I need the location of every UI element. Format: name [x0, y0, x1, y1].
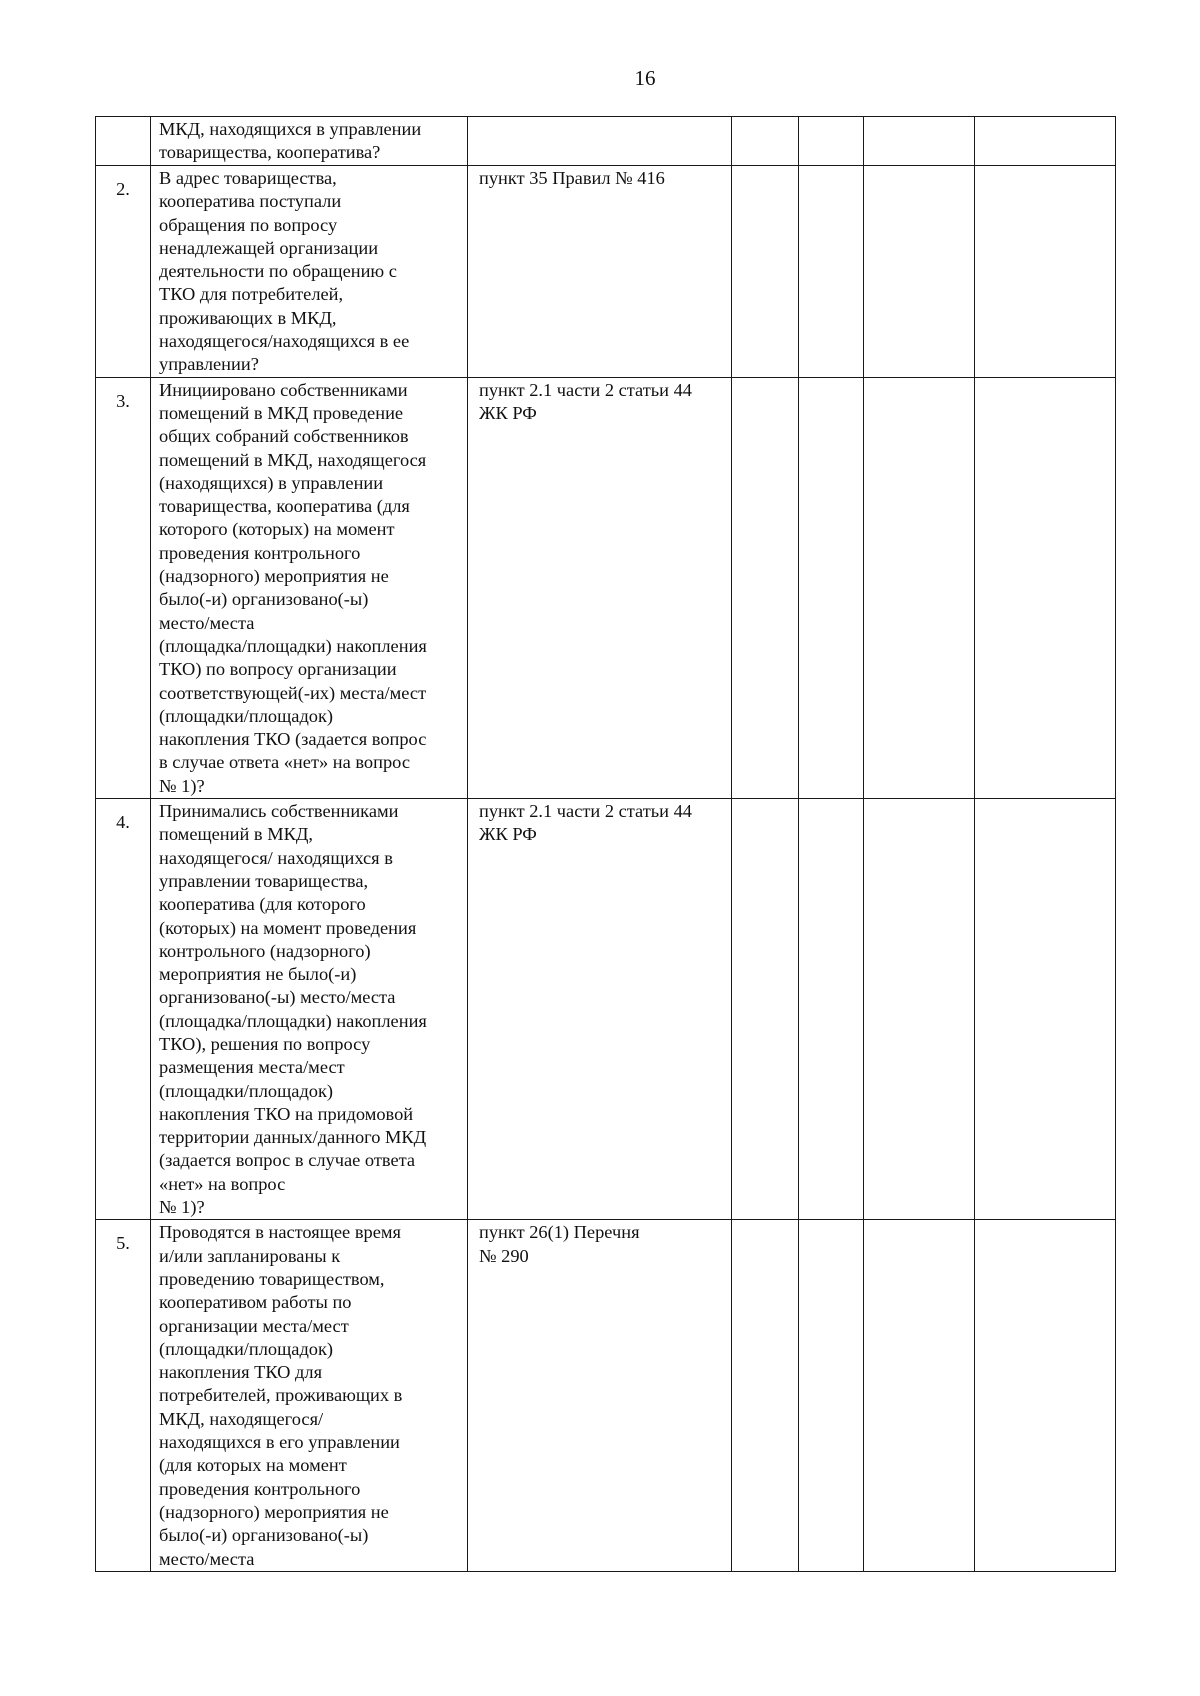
reference-cell [468, 117, 732, 166]
question-cell [151, 799, 468, 1220]
reference-cell [468, 166, 732, 378]
checklist-table [95, 116, 1116, 1572]
table-row [96, 1220, 1116, 1571]
answer-cell [864, 166, 975, 378]
table-row [96, 166, 1116, 378]
row-number: 5. [96, 1220, 151, 1571]
answer-cell [799, 117, 864, 166]
question-text: Инициировано собственниками помещений в МКД проведение общих собраний собственников помещений в МКД, находящегося (находящихся) в управлении товарищества, кооператива (для которого (которых) на момент проведения контрольного (надзорного) мероприятия не было(-и) организовано(-ы) место/места (площадка/площадки) накопления ТКО) по вопросу организации соответствующей(-их) места/мест (площадки/площадок) накопления ТКО (задается вопрос в случае ответа «нет» на вопрос № 1)? [159, 379, 427, 796]
answer-cell [799, 1220, 864, 1571]
question-cell [151, 1220, 468, 1571]
question-cell [151, 166, 468, 378]
reference-text: пункт 35 Правил № 416 [479, 168, 665, 188]
answer-cell [732, 166, 799, 378]
question-text: МКД, находящихся в управлении товарищества, кооператива? [159, 119, 422, 163]
question-text: В адрес товарищества, кооператива поступали обращения по вопросу ненадлежащей организации деятельности по обращению с ТКО для потребителей, проживающих в МКД, находящегося/находящихся в ее управлении? [159, 168, 410, 375]
note-cell [975, 117, 1116, 166]
question-cell [151, 117, 468, 166]
reference-text: пункт 2.1 части 2 статьи 44 ЖК РФ [479, 379, 693, 423]
reference-cell [468, 799, 732, 1220]
answer-cell [864, 377, 975, 798]
answer-cell [799, 377, 864, 798]
page-number: 16 [634, 66, 656, 90]
table-row [96, 799, 1116, 1220]
answer-cell [732, 1220, 799, 1571]
table-row [96, 117, 1116, 166]
answer-cell [799, 166, 864, 378]
note-cell [975, 1220, 1116, 1571]
answer-cell [799, 799, 864, 1220]
reference-text: пункт 26(1) Перечня № 290 [479, 1222, 640, 1266]
answer-cell [732, 377, 799, 798]
note-cell [975, 377, 1116, 798]
answer-cell [732, 117, 799, 166]
question-text: Принимались собственниками помещений в МКД, находящегося/ находящихся в управлении товарищества, кооператива (для которого (которых) на момент проведения контрольного (надзорного) мероприятия не было(-и) организовано(-ы) место/места (площадка/площадки) накопления ТКО), решения по вопросу размещения места/мест (площадки/площадок) накопления ТКО на придомовой территории данных/данного МКД (задается вопрос в случае ответа «нет» на вопрос № 1)? [159, 801, 427, 1218]
reference-text: пункт 2.1 части 2 статьи 44 ЖК РФ [479, 801, 693, 845]
table-row [96, 377, 1116, 798]
answer-cell [864, 799, 975, 1220]
reference-cell [468, 1220, 732, 1571]
row-number: 4. [96, 799, 151, 1220]
note-cell [975, 799, 1116, 1220]
row-number: 2. [96, 166, 151, 378]
answer-cell [732, 799, 799, 1220]
reference-cell [468, 377, 732, 798]
row-number [96, 117, 151, 166]
note-cell [975, 166, 1116, 378]
question-cell [151, 377, 468, 798]
answer-cell [864, 1220, 975, 1571]
row-number: 3. [96, 377, 151, 798]
answer-cell [864, 117, 975, 166]
question-text: Проводятся в настоящее время и/или запланированы к проведению товариществом, кооперативом работы по организации места/мест (площадки/площадок) накопления ТКО для потребителей, проживающих в МКД, находящегося/ находящихся в его управлении (для которых на момент проведения контрольного (надзорного) мероприятия не было(-и) организовано(-ы) место/места [159, 1222, 403, 1569]
